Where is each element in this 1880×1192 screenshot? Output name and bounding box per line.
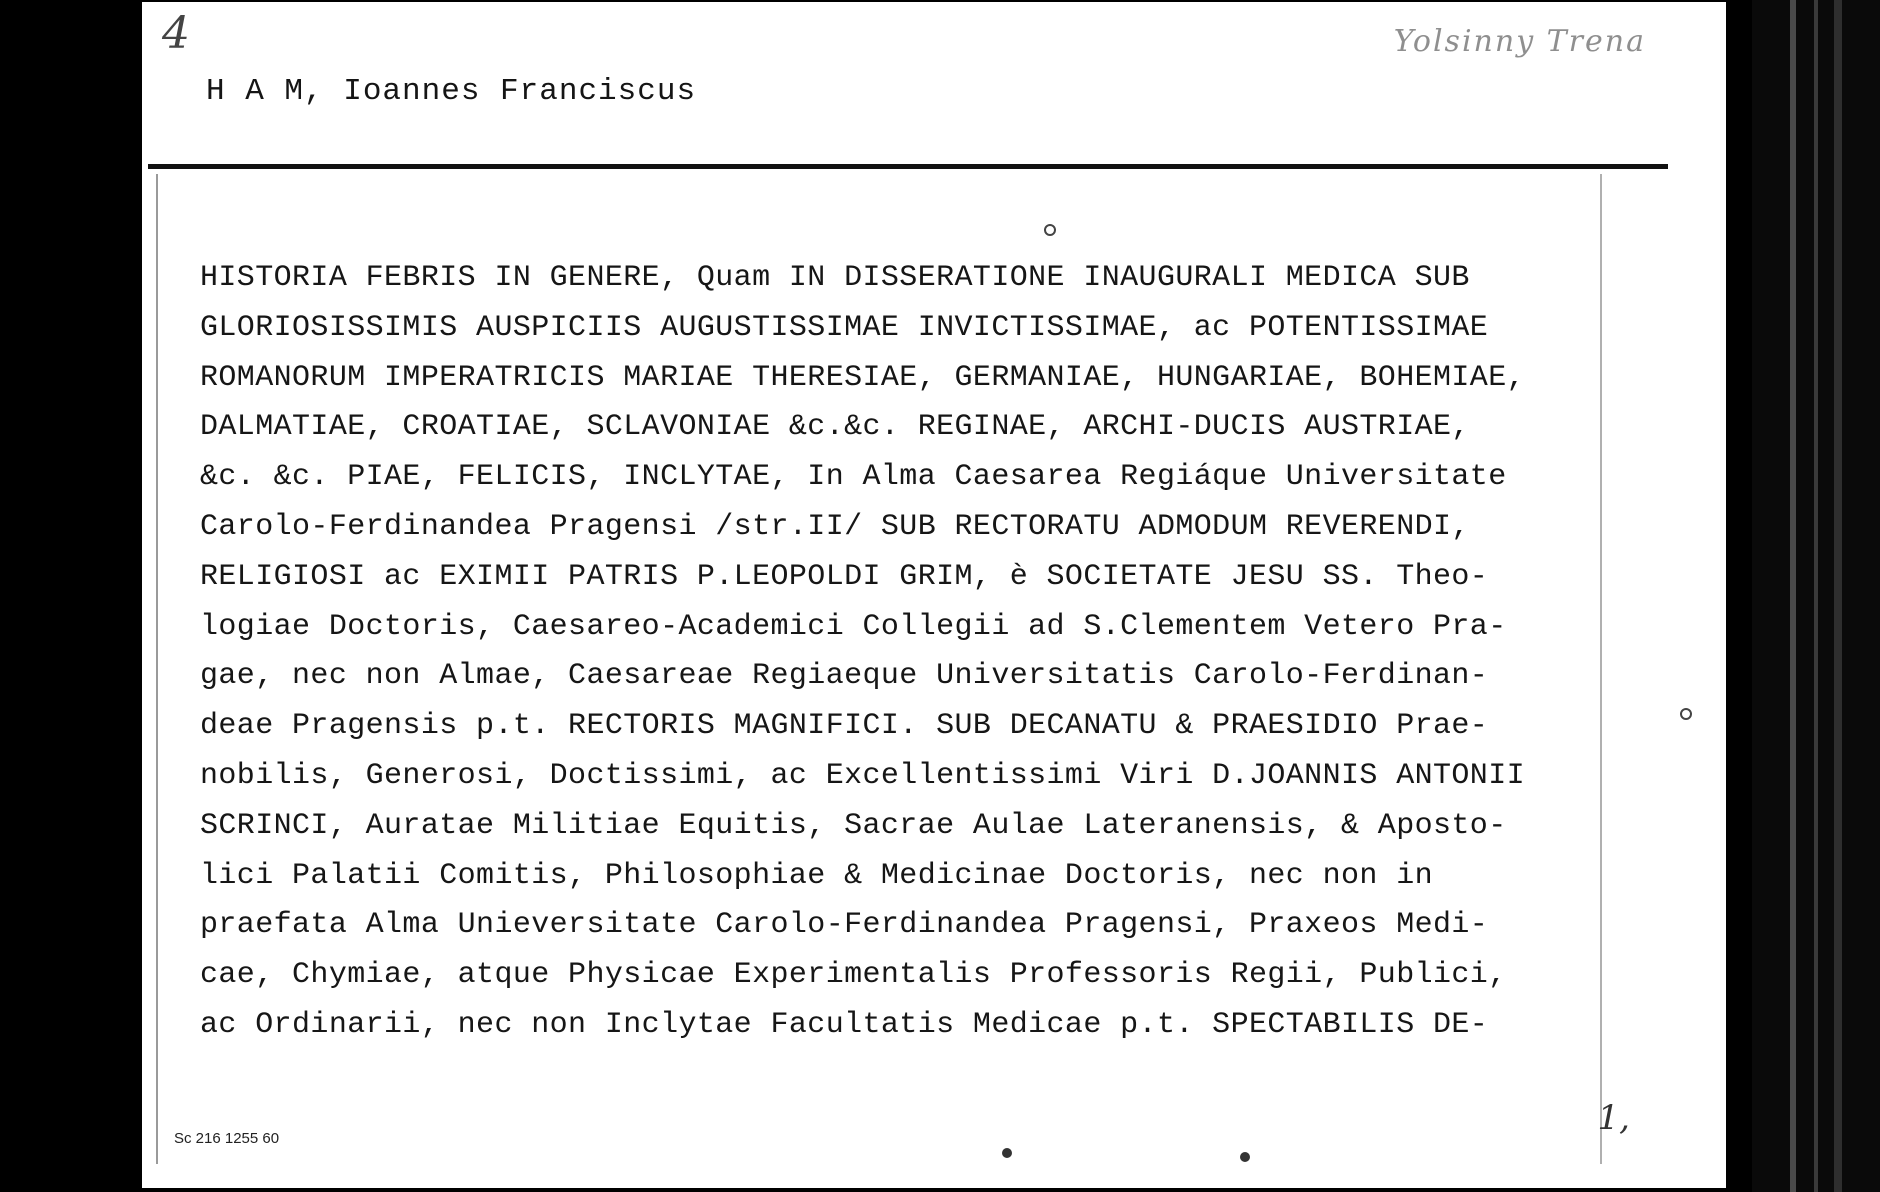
- text-line: lici Palatii Comitis, Philosophiae & Medicinae Doctoris, nec non in: [200, 858, 1433, 893]
- document-page: [142, 2, 1726, 1188]
- left-margin-line: [156, 174, 158, 1164]
- punch-mark: [1044, 224, 1056, 236]
- scan-edge: [1752, 0, 1880, 1192]
- text-line: DALMATIAE, CROATIAE, SCLAVONIAE &c.&c. REGINAE, ARCHI-DUCIS AUSTRIAE,: [200, 410, 1470, 445]
- text-line: nobilis, Generosi, Doctissimi, ac Excellentissimi Viri D.JOANNIS ANTONII: [200, 758, 1526, 793]
- text-line: HISTORIA FEBRIS IN GENERE, Quam IN DISSERATIONE INAUGURALI MEDICA SUB: [200, 261, 1470, 295]
- record-title: H A M, Ioannes Franciscus: [206, 74, 697, 109]
- punch-mark: [1002, 1148, 1012, 1158]
- text-line: ROMANORUM IMPERATRICIS MARIAE THERESIAE, GERMANIAE, HUNGARIAE, BOHEMIAE,: [200, 360, 1526, 395]
- text-line: gae, nec non Almae, Caesareae Regiaeque Universitatis Carolo-Ferdinan-: [200, 659, 1489, 694]
- punch-mark: [1240, 1152, 1250, 1162]
- punch-mark: [1680, 708, 1692, 720]
- text-line: GLORIOSISSIMIS AUSPICIIS AUGUSTISSIMAE INVICTISSIMAE, ac POTENTISSIMAE: [200, 310, 1489, 345]
- text-line: deae Pragensis p.t. RECTORIS MAGNIFICI. SUB DECANATU & PRAESIDIO Prae-: [200, 709, 1489, 744]
- archive-code: Sc 216 1255 60: [174, 1130, 280, 1147]
- text-line: &c. &c. PIAE, FELICIS, INCLYTAE, In Alma Caesarea Regiáque Universitate: [200, 460, 1507, 495]
- text-line: Carolo-Ferdinandea Pragensi /str.II/ SUB RECTORATU ADMODUM REVERENDI,: [200, 509, 1470, 544]
- page-number-note: 1,: [1597, 1098, 1630, 1138]
- text-line: RELIGIOSI ac EXIMII PATRIS P.LEOPOLDI GRIM, è SOCIETATE JESU SS. Theo-: [200, 559, 1489, 594]
- text-line: SCRINCI, Auratae Militiae Equitis, Sacrae Aulae Lateranensis, & Aposto-: [200, 808, 1507, 843]
- right-margin-line: [1600, 174, 1602, 1164]
- text-line: logiae Doctoris, Caesareo-Academici Collegii ad S.Clementem Vetero Pra-: [200, 609, 1507, 644]
- header-divider: [148, 164, 1668, 169]
- document-body: [200, 254, 1600, 1051]
- margin-note-top-right: Yolsinny Trena: [1393, 24, 1646, 59]
- text-line: cae, Chymiae, atque Physicae Experimentalis Professoris Regii, Publici,: [200, 958, 1507, 993]
- text-line: praefata Alma Unieversitate Carolo-Ferdinandea Pragensi, Praxeos Medi-: [200, 908, 1489, 943]
- margin-note-top-left: 4: [162, 8, 190, 59]
- text-line: ac Ordinarii, nec non Inclytae Facultatis Medicae p.t. SPECTABILIS DE-: [200, 1007, 1489, 1042]
